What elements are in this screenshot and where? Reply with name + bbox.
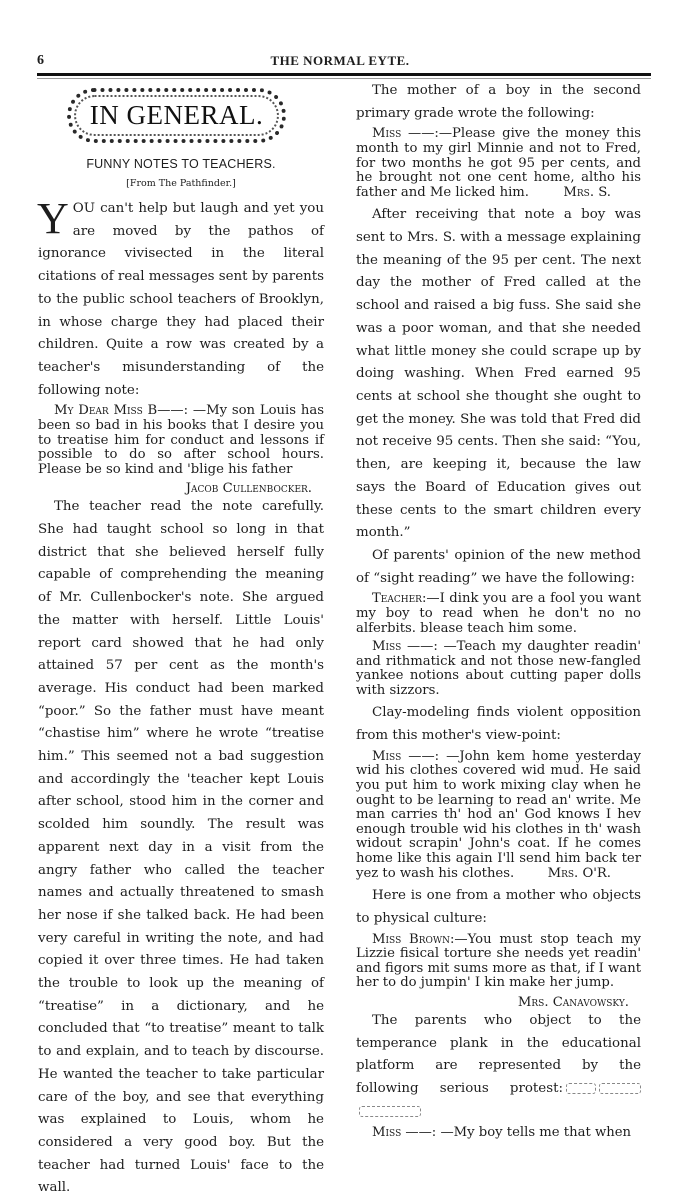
letter-teacher bbox=[356, 592, 641, 636]
letter-salutation: Miss ——: bbox=[372, 126, 439, 142]
letter-mrs-s bbox=[356, 127, 641, 200]
header-rule bbox=[37, 73, 651, 76]
letter-signature: Mrs. O'R. bbox=[547, 865, 611, 881]
letter-salutation: Miss Brown: bbox=[372, 931, 455, 947]
letter-salutation: Teacher: bbox=[372, 591, 427, 607]
letter-signature: Jacob Cullenbocker. bbox=[185, 481, 312, 497]
ornamental-banner bbox=[67, 88, 286, 143]
letter-cullenbocker bbox=[38, 404, 324, 477]
paragraph-text: The parents who object to the temperance plank in the educational platform are represented by the following serious protest: bbox=[356, 1013, 641, 1097]
article-source: [From The Pathfinder.] bbox=[126, 178, 236, 189]
letter-body: —I dink you are a fool you want my boy to read when he don't no no alferbits. blease teach him some. bbox=[356, 591, 641, 636]
paragraph: Here is one from a mother who objects to physical culture: bbox=[356, 888, 641, 926]
page-number: 6 bbox=[37, 53, 44, 68]
letter-salutation: My Dear Miss B——: bbox=[54, 403, 189, 419]
letter-signature: Mrs. S. bbox=[563, 184, 611, 200]
paragraph: Clay-modeling finds violent opposition from this mother's view-point: bbox=[356, 705, 641, 744]
paragraph: The teacher read the note carefully. She had taught school so long in that district that she believed herself fully capable of comprehending the meaning of Mr. Cullenbocker's note. She argued the matter with herself. Little Louis' report card showed that he had only attained 57 per cent as the month's average. His conduct had been marked “poor.” So the father must have meant “chastise him” where he wrote “treatise him.” This seemed not a bad suggestion and accordingly the 'teacher kept Louis after school, stood him in the corner and scolded him soundly. The result was apparent next day in a visit from the angry father who called the teacher names and actually threatened to smash her nose if she talked back. He had been very careful in writing the note, and had copied it over three times. He had taken the trouble to look up the meaning of “treatise” in a dictionary, and he concluded that “to treatise” meant to talk to and explain, and to teach by discourse. He wanted the teacher to take particular care of the boy, and see that everything was explained to Louis, whom he considered a very good boy. But the teacher had turned Louis' face to the wall. bbox=[38, 499, 324, 1196]
left-body bbox=[37, 194, 324, 1200]
letter-body: —You must stop teach my Lizzie fisical torture she needs yet readin' and figors mit sums more as that, if I want her to do jumpin' I kin make her jump. bbox=[356, 931, 641, 991]
print-smudge bbox=[599, 1083, 641, 1094]
article-subtitle: FUNNY NOTES TO TEACHERS. bbox=[86, 157, 276, 171]
letter-body: —Please give the money this month to my girl Minnie and not to Fred, for two months he got 95 per cents, and he brought not one cent home, altho his father and Me licked him. bbox=[356, 126, 641, 200]
section-title: IN GENERAL. bbox=[89, 100, 264, 130]
paragraph: The mother of a boy in the second primary grade wrote the following: bbox=[356, 83, 641, 121]
intro-first-word: OU bbox=[72, 201, 96, 216]
intro-text: can't help but laugh and yet you are moved by the pathos of ignorance vivisected in the literal citations of real messages sent by parents to the public school teachers of Brooklyn, in whose charge they had placed their children. Quite a row was created by a teacher's misunderstanding of the following note: bbox=[38, 201, 324, 398]
letter-salutation: Miss ——: bbox=[372, 748, 440, 764]
letter-salutation: Miss ——: bbox=[372, 1124, 437, 1140]
print-smudge bbox=[359, 1106, 421, 1117]
right-body bbox=[356, 80, 641, 1144]
intro-paragraph bbox=[37, 194, 324, 402]
letter-mrs-or bbox=[356, 750, 641, 881]
paragraph: Of parents' opinion of the new method of “sight reading” we have the following: bbox=[356, 547, 641, 586]
header-rule-thin bbox=[37, 78, 651, 79]
letter-canavowsky bbox=[356, 933, 641, 991]
letter-signature: Mrs. Canavowsky. bbox=[517, 995, 629, 1011]
letter-body: —My boy tells me that when bbox=[436, 1124, 632, 1140]
paragraph bbox=[356, 1010, 641, 1124]
running-head: THE NORMAL EYTE. bbox=[270, 53, 410, 68]
letter-salutation: Miss ——: bbox=[372, 639, 438, 655]
letter-temperance bbox=[356, 1126, 641, 1141]
letter-readin bbox=[356, 640, 641, 698]
letter-body: —My son Louis has been so bad in his books that I desire you to treatise him for conduct and lessons if possible to do so after school hours. Please be so kind and 'blige his father bbox=[38, 403, 324, 477]
letter-body: —John kem home yesterday wid his clothes covered wid mud. He said you put him to work mixing clay when he ought to be learning to read an' write. Me man carries th' hod an' God knows I hev enough trouble wid his clothes in th' wash widout scrapin' John's coat. If he comes home like this again I'll send him back ter yez to wash his clothes. bbox=[356, 748, 641, 881]
print-smudge bbox=[566, 1083, 596, 1094]
letter-body: —Teach my daughter readin' and rithmatick and not those new-fangled yankee notions about cutting paper dolls with sizzors. bbox=[356, 639, 641, 698]
drop-cap: Y bbox=[37, 194, 69, 243]
paragraph: After receiving that note a boy was sent to Mrs. S. with a message explaining the meaning of the 95 per cent. The next day the mother of Fred called at the school and raised a big fuss. She said she was a poor woman, and that she needed what little money she could scrape up by doing washing. When Fred earned 95 cents at school she thought she ought to get the money. She was told that Fred did not receive 95 cents. Then she said: “You, then, are keeping it, because the law says the Board of Education gives out these cents to the smart children every month.” bbox=[356, 207, 641, 541]
